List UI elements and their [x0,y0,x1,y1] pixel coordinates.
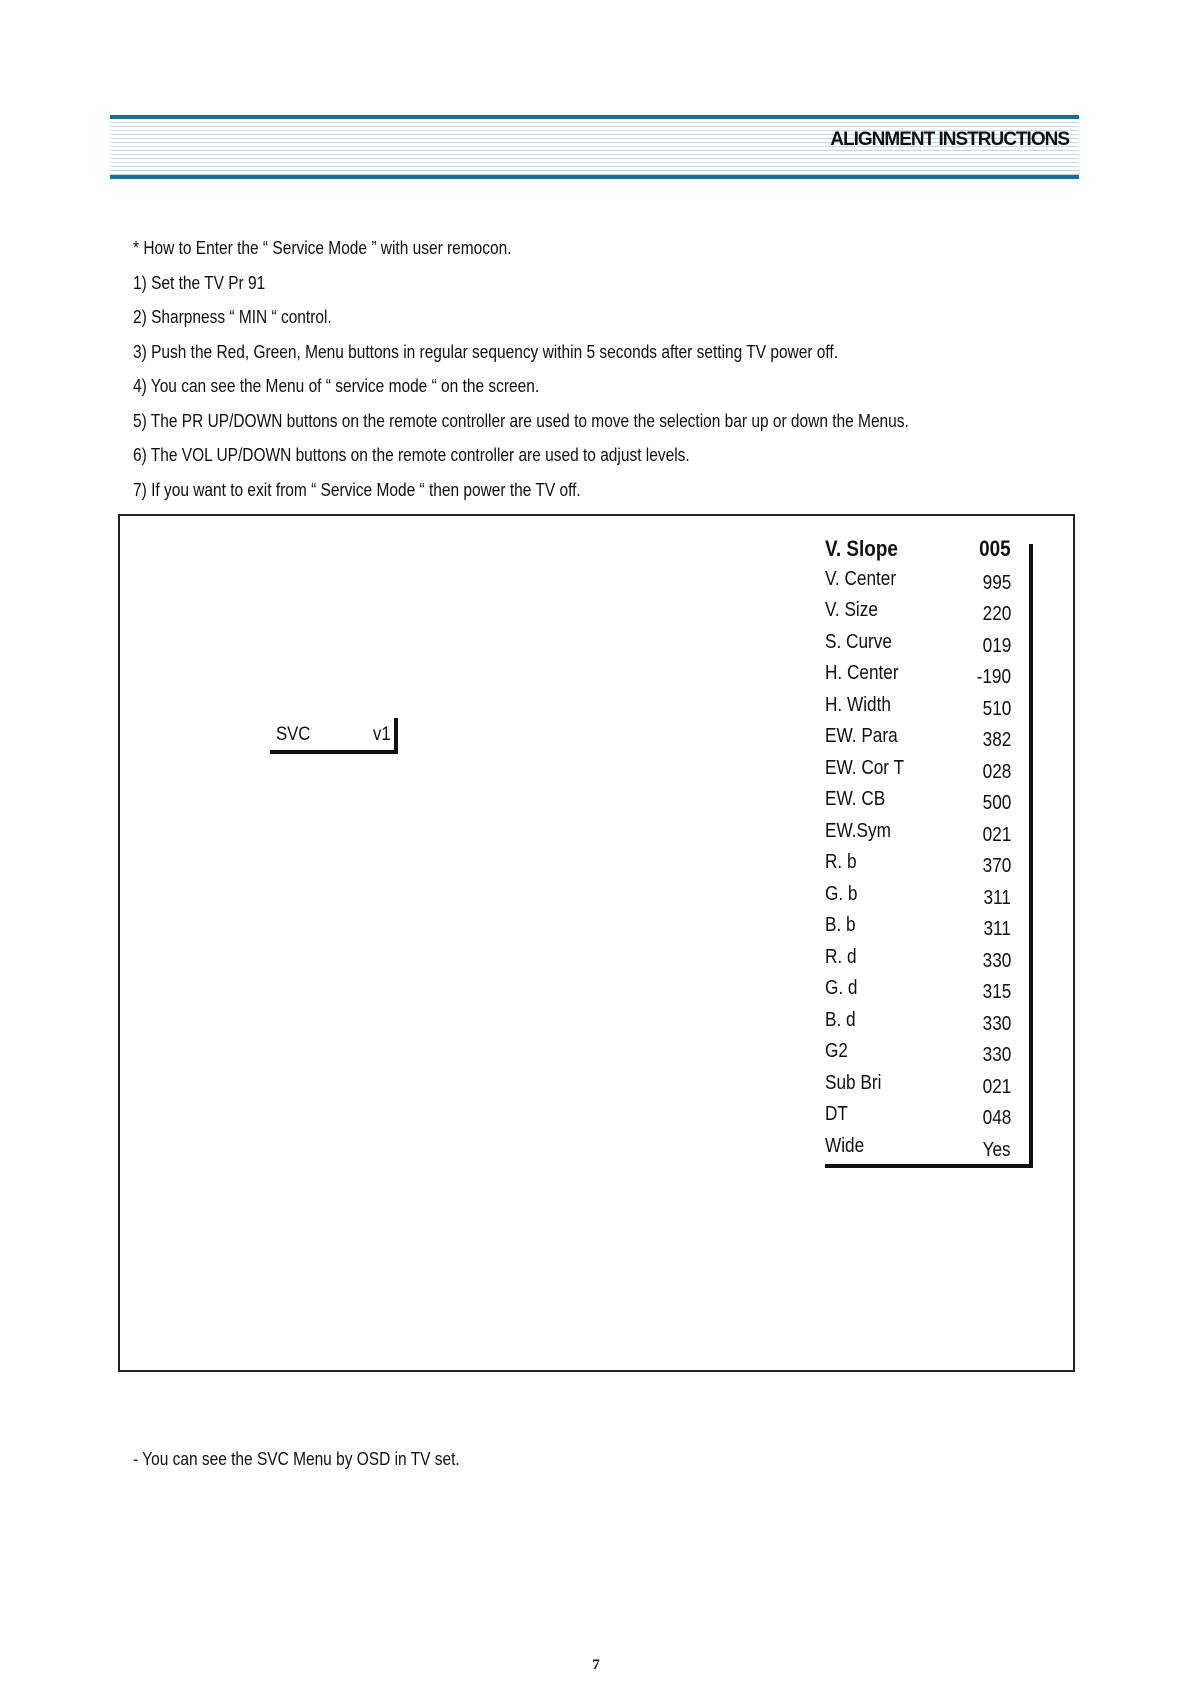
menu-item-ew-cor-t[interactable] [825,757,1035,789]
menu-item-label: EW. Para [825,725,898,747]
instruction-step: 5) The PR UP/DOWN buttons on the remote controller are used to move the selection bar up or down the Menus. [133,410,909,431]
service-menu [825,536,1035,1166]
menu-item-value: 315 [982,981,1011,1003]
menu-item-label: DT [825,1103,848,1125]
menu-item-label: H. Width [825,693,891,716]
menu-item-label: B. b [825,914,856,936]
menu-item-value: 021 [982,823,1011,846]
menu-item-value: 500 [982,792,1011,814]
menu-item-ew-sym[interactable] [825,820,1035,852]
menu-item-value: 048 [982,1107,1011,1129]
menu-item-ew-para[interactable] [825,725,1035,757]
menu-item-b-d[interactable] [825,1009,1035,1041]
menu-item-label: G. d [825,977,858,999]
menu-item-label: EW.Sym [825,819,891,842]
instruction-step: 2) Sharpness “ MIN “ control. [133,307,332,327]
header-band [110,115,1079,179]
menu-item-label: Wide [825,1134,865,1157]
menu-item-wide[interactable] [825,1135,1035,1167]
page-number: 7 [592,1657,600,1673]
instruction-step: 6) The VOL UP/DOWN buttons on the remote controller are used to adjust levels. [133,445,690,465]
menu-item-label: H. Center [825,662,899,684]
menu-item-label: V. Size [825,599,878,621]
menu-item-value: 330 [982,949,1011,972]
menu-item-value: -190 [976,666,1011,688]
menu-item-label: EW. Cor T [825,756,905,779]
instruction-step: 3) Push the Red, Green, Menu buttons in regular sequency within 5 seconds after setting TV power off. [133,341,839,362]
header-top-rule [110,115,1079,119]
svc-version: v1 [373,724,391,745]
menu-item-label: G. b [825,882,858,905]
menu-item-value: 019 [982,634,1011,657]
menu-item-v-slope[interactable] [825,536,1035,568]
menu-item-label: B. d [825,1008,856,1031]
menu-item-label: G2 [825,1040,848,1062]
menu-item-value: 311 [983,886,1011,909]
menu-item-g-b[interactable] [825,883,1035,915]
footnote: - You can see the SVC Menu by OSD in TV set. [133,1449,460,1469]
instruction-step: 1) Set the TV Pr 91 [133,272,266,293]
menu-item-h-center[interactable] [825,662,1035,694]
instruction-step: 7) If you want to exit from “ Service Mode “ then power the TV off. [133,479,581,500]
menu-item-value: 995 [982,571,1011,594]
osd-screen-frame [118,514,1075,1372]
menu-item-ew-cb[interactable] [825,788,1035,820]
menu-item-value: 330 [982,1012,1011,1035]
menu-item-label: EW. CB [825,788,886,810]
menu-item-label: V. Slope [825,536,898,561]
menu-item-label: S. Curve [825,630,892,653]
menu-item-label: R. b [825,851,857,873]
menu-item-value: 028 [982,760,1011,783]
menu-item-value: 382 [982,729,1011,751]
svc-label: SVC [276,724,311,745]
menu-item-value: 311 [983,918,1011,940]
menu-item-r-d[interactable] [825,946,1035,978]
menu-item-value: 370 [982,855,1011,877]
menu-item-dt[interactable] [825,1103,1035,1135]
menu-item-value: Yes [982,1138,1011,1161]
menu-item-value: 330 [982,1044,1011,1066]
instructions-intro: * How to Enter the “ Service Mode ” with user remocon. [133,238,512,258]
svc-indicator [270,724,398,754]
menu-item-v-size[interactable] [825,599,1035,631]
menu-item-b-b[interactable] [825,914,1035,946]
menu-item-s-curve[interactable] [825,631,1035,663]
instruction-step: 4) You can see the Menu of “ service mode “ on the screen. [133,376,540,396]
menu-item-value: 510 [982,697,1011,720]
menu-item-value: 005 [979,536,1011,561]
menu-shadow-right [1029,544,1033,1168]
menu-shadow-bottom [825,1164,1033,1168]
svc-shadow-bottom [270,750,398,754]
header-bottom-rule [110,175,1079,179]
menu-item-value: 021 [982,1075,1011,1098]
page-title: ALIGNMENT INSTRUCTIONS [830,129,1069,150]
menu-item-label: V. Center [825,567,897,590]
menu-item-g-d[interactable] [825,977,1035,1009]
svc-shadow-right [394,718,398,754]
menu-item-r-b[interactable] [825,851,1035,883]
menu-item-h-width[interactable] [825,694,1035,726]
menu-item-label: Sub Bri [825,1071,882,1094]
menu-item-sub-bri[interactable] [825,1072,1035,1104]
menu-item-label: R. d [825,945,857,968]
menu-item-v-center[interactable] [825,568,1035,600]
instructions [133,231,1035,507]
menu-item-value: 220 [982,603,1011,625]
menu-item-g2[interactable] [825,1040,1035,1072]
